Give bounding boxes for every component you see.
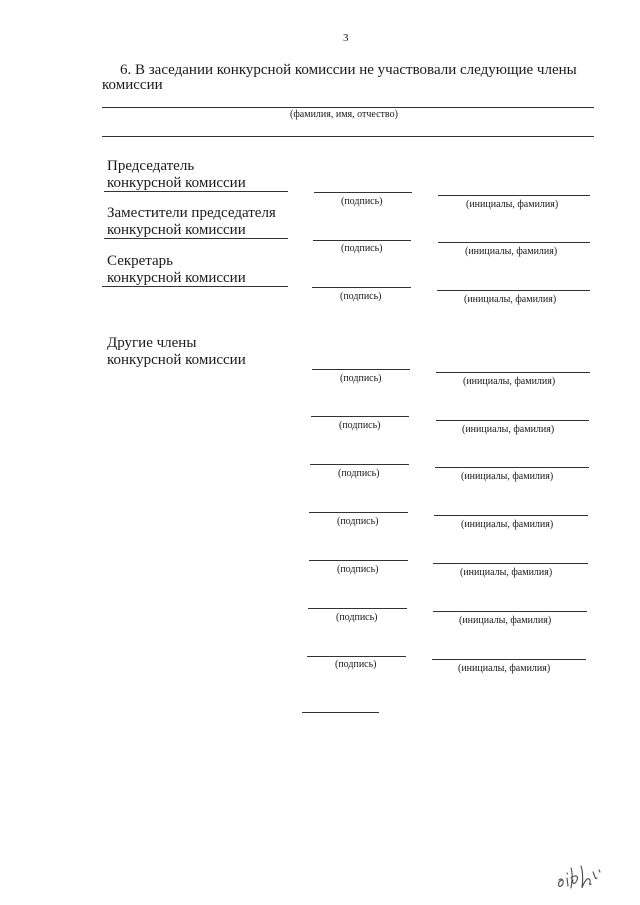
signature-line [307,656,406,657]
role-secretary-underline [102,286,288,287]
initials-line [434,515,588,516]
role-secretary-line1: Секретарь [107,253,174,269]
handwritten-initials-mark [555,858,605,892]
initials-line [433,611,587,612]
signature-line [310,464,409,465]
role-chair-underline [104,191,288,192]
signature-caption: (подпись) [336,612,378,623]
signature-line [312,369,410,370]
absent-members-line-1 [102,107,594,108]
signature-caption: (подпись) [338,468,380,479]
signature-line [314,192,412,193]
signature-caption: (подпись) [340,373,382,384]
initials-line [438,242,590,243]
signature-line [311,416,409,417]
other-members-line2: конкурсной комиссии [107,352,246,368]
closing-line [302,712,379,713]
signature-line [309,560,408,561]
initials-line [433,563,588,564]
signature-line [308,608,407,609]
initials-line [432,659,586,660]
role-deputy-underline [104,238,288,239]
initials-line [438,195,590,196]
signature-line [313,240,411,241]
role-chair-line1: Председатель [107,158,195,174]
initials-caption: (инициалы, фамилия) [460,567,553,578]
signature-caption: (подпись) [335,659,377,670]
item6-line2: комиссии [102,77,163,93]
initials-line [437,290,590,291]
initials-caption: (инициалы, фамилия) [463,376,556,387]
item6-line1: 6. В заседании конкурсной комиссии не участвовали следующие члены [120,62,577,78]
initials-caption: (инициалы, фамилия) [466,199,559,210]
signature-caption: (подпись) [337,564,379,575]
initials-caption: (инициалы, фамилия) [459,615,552,626]
initials-caption: (инициалы, фамилия) [465,246,558,257]
signature-line [312,287,411,288]
signature-caption: (подпись) [337,516,379,527]
signature-line [309,512,408,513]
signature-caption: (подпись) [340,291,382,302]
signature-caption: (подпись) [339,420,381,431]
initials-line [435,467,589,468]
signature-caption: (подпись) [341,196,383,207]
initials-caption: (инициалы, фамилия) [462,424,555,435]
initials-caption: (инициалы, фамилия) [461,519,554,530]
initials-caption: (инициалы, фамилия) [464,294,557,305]
initials-line [436,420,589,421]
initials-caption: (инициалы, фамилия) [458,663,551,674]
role-deputy-line2: конкурсной комиссии [107,222,246,238]
page-number: 3 [343,32,349,44]
role-chair-line2: конкурсной комиссии [107,175,246,191]
fio-caption: (фамилия, имя, отчество) [290,109,398,120]
signature-caption: (подпись) [341,243,383,254]
absent-members-line-2 [102,136,594,137]
initials-caption: (инициалы, фамилия) [461,471,554,482]
role-secretary-line2: конкурсной комиссии [107,270,246,286]
role-deputy-line1: Заместители председателя [107,205,276,221]
initials-line [436,372,590,373]
other-members-line1: Другие члены [107,335,197,351]
